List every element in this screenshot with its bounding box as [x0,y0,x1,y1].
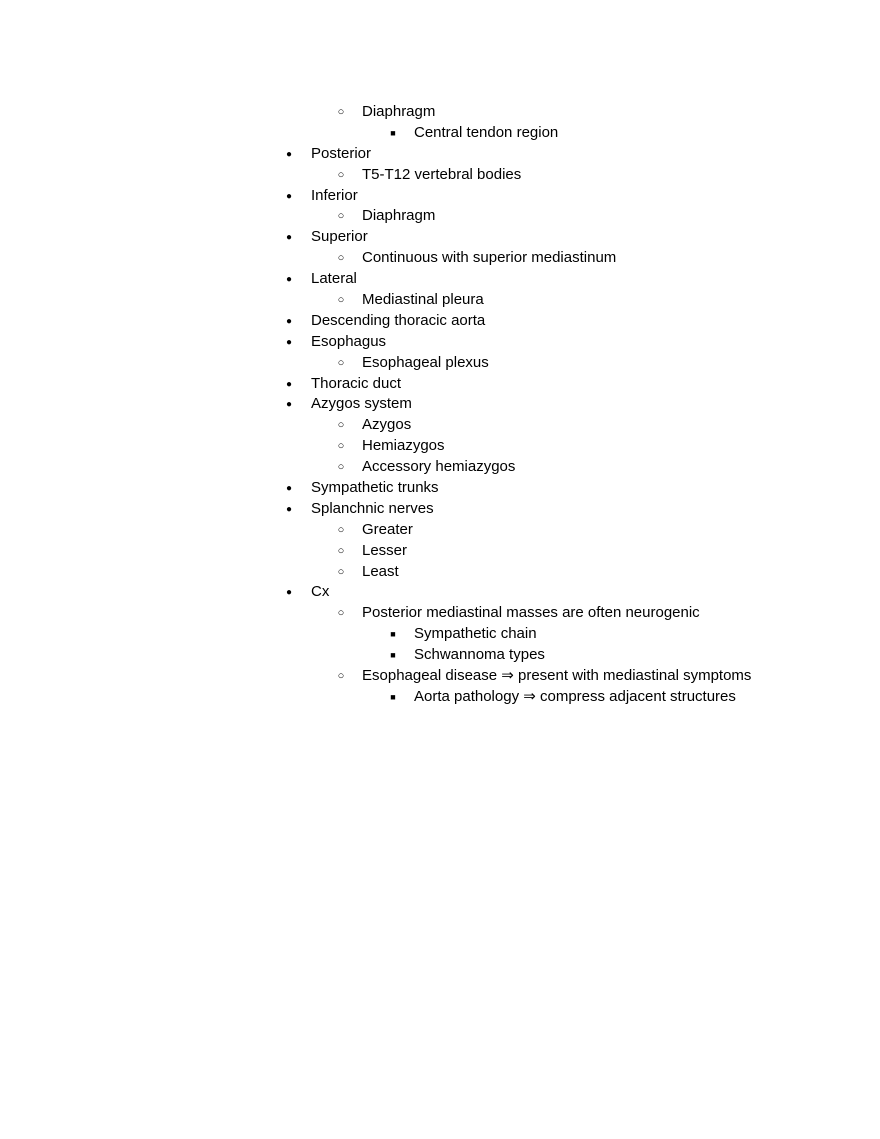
list-item-text: Greater [362,520,413,538]
hollow-bullet-icon [334,457,348,478]
list-item [0,269,880,290]
list-item [0,645,880,666]
filled-bullet-icon [282,499,296,521]
list-item [0,102,880,123]
list-item-text: Azygos [362,416,412,434]
hollow-bullet-icon [334,666,348,687]
list-item [0,478,880,499]
list-item-text: Azygos system [311,395,412,413]
list-item-text: Inferior [311,186,358,204]
hollow-bullet-icon [334,248,348,269]
list-item-text: Descending thoracic aorta [311,311,486,329]
list-item [0,436,880,457]
list-item-text: Continuous with superior mediastinum [362,249,617,267]
square-bullet-icon [386,645,400,666]
filled-bullet-icon [282,478,296,500]
list-item [0,687,880,708]
list-item-text: Aorta pathology ⇒ compress adjacent structures [414,687,736,705]
filled-bullet-icon [282,227,296,249]
list-item-text: T5-T12 vertebral bodies [362,165,522,183]
filled-bullet-icon [282,311,296,333]
filled-bullet-icon [282,144,296,166]
list-item [0,165,880,186]
list-item [0,332,880,353]
filled-bullet-icon [282,394,296,416]
filled-bullet-icon [282,374,296,396]
square-bullet-icon [386,624,400,645]
list-item [0,290,880,311]
hollow-bullet-icon [334,206,348,227]
hollow-bullet-icon [334,165,348,186]
list-item-text: Esophageal disease ⇒ present with mediastinal symptoms [362,667,752,685]
list-item [0,227,880,248]
list-item-text: Diaphragm [362,103,436,120]
list-item-text: Least [362,562,399,580]
hollow-bullet-icon [334,290,348,311]
list-item [0,562,880,583]
list-item [0,582,880,603]
filled-bullet-icon [282,269,296,291]
list-item-text: Lateral [311,270,357,288]
hollow-bullet-icon [334,102,348,123]
list-item-text: Mediastinal pleura [362,291,484,309]
list-item-text: Accessory hemiazygos [362,458,516,476]
hollow-bullet-icon [334,603,348,624]
hollow-bullet-icon [334,520,348,541]
list-item [0,457,880,478]
list-item-text: Hemiazygos [362,437,445,455]
list-item-text: Sympathetic chain [414,625,537,643]
list-item [0,248,880,269]
square-bullet-icon [386,123,400,144]
hollow-bullet-icon [334,353,348,374]
list-item-text: Schwannoma types [414,646,545,664]
filled-bullet-icon [282,186,296,208]
list-item [0,123,880,144]
list-item [0,624,880,645]
list-item-text: Sympathetic trunks [311,479,439,497]
list-item [0,541,880,562]
list-item-text: Thoracic duct [311,374,402,392]
list-item [0,186,880,207]
hollow-bullet-icon [334,541,348,562]
list-item [0,603,880,624]
list-item-text: Diaphragm [362,207,436,225]
bullet-outline [0,102,880,708]
filled-bullet-icon [282,332,296,354]
list-item [0,206,880,227]
list-item [0,499,880,520]
list-item-text: Esophageal plexus [362,353,489,371]
list-item-text: Splanchnic nerves [311,499,434,517]
list-item-text: Superior [311,228,368,246]
list-item [0,353,880,374]
square-bullet-icon [386,687,400,708]
list-item-text: Posterior mediastinal masses are often neurogenic [362,604,700,622]
list-item-text: Posterior [311,144,372,162]
list-item [0,374,880,395]
hollow-bullet-icon [334,436,348,457]
list-item-text: Cx [311,583,330,601]
list-item [0,666,880,687]
list-item-text: Esophagus [311,332,387,350]
filled-bullet-icon [282,582,296,604]
list-item-text: Central tendon region [414,123,559,141]
hollow-bullet-icon [334,562,348,583]
list-item [0,394,880,415]
list-item [0,520,880,541]
list-item [0,144,880,165]
list-item [0,415,880,436]
list-item-text: Lesser [362,541,408,559]
hollow-bullet-icon [334,415,348,436]
list-item [0,311,880,332]
